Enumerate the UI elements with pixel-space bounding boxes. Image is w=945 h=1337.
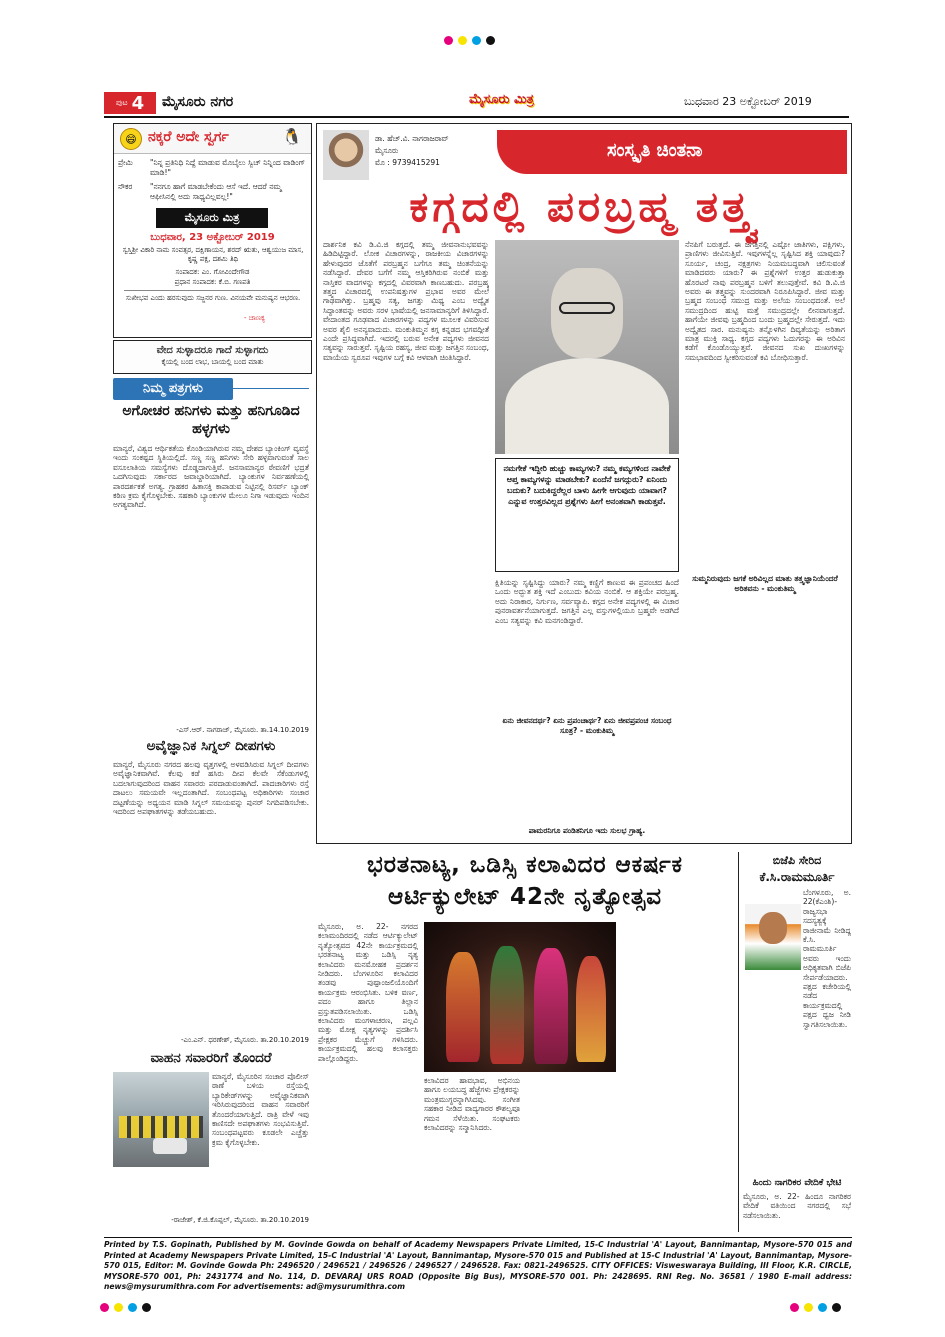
reg-mark-yellow (458, 36, 467, 45)
letter-3-title: ವಾಹನ ಸವಾರರಿಗೆ ತೊಂದರೆ (150, 1050, 272, 1066)
joke-role-1: ಪ್ರೇಮಿ (118, 158, 133, 167)
letter-1-body: ಮಾನ್ಯರೆ, ವಿಶ್ವದ ಆರ್ಥಿಕತೆಯ ಕೊಂಡಿಯಾಗಿರುವ ನಮ್ಮ ದೇಶದ ಬ್ಯಾಂಕಿಂಗ್ ವ್ಯವಸ್ಥೆ ಇಂದು ಸಂಕಷ್ಟದ ಸ್ಥಿತಿಯಲ್ಲಿದೆ. ಸಣ್ಣ ಸಣ್ಣ ಹನಿಗಳು ಸೇರಿ ಹಳ್ಳವಾಗುವಂತೆ ಸಾಲ ವಸೂಲಾತಿಯ ಸಮಸ್ಯೆಗಳು ದೊಡ್ಡದಾಗುತ್ತಿವೆ. ಜನಸಾಮಾನ್ಯರ ಠೇವಣಿಗೆ ಭದ್ರತೆ ಒದಗಿಸುವುದು ಸರ್ಕಾರದ ಜವಾಬ್ದಾರಿಯಾಗಿದೆ. ಬ್ಯಾಂಕುಗಳ ನಿರ್ವಹಣೆಯಲ್ಲಿ ಪಾರದರ್ಶಕತೆ ಅಗತ್ಯ. ಗ್ರಾಹಕರ ಹಿತಾಸಕ್ತಿ ಕಾಪಾಡುವ ನಿಟ್ಟಿನಲ್ಲಿ ರಿಸರ್ವ್ ಬ್ಯಾಂಕ್ ಕಠಿಣ ಕ್ರಮ ಕೈಗೊಳ್ಳಬೇಕು. ಸಹಕಾರಿ ಬ್ಯಾಂಕುಗಳ ಮೇಲೂ ನಿಗಾ ಇಡುವುದು ಇಂದಿನ ಅಗತ್ಯವಾಗಿದೆ. (113, 444, 309, 510)
dancer-2 (490, 946, 524, 1064)
dance-headline-2: ಆರ್ಟಿಕ್ಯುಲೇಟ್ 42ನೇ ನೃತ್ಯೋತ್ಸವ (388, 884, 662, 910)
portrait-glasses (559, 302, 615, 314)
assoc-editor-line: ಪ್ರಧಾನ ಸಂಪಾದಕ: ಕೆ.ಬಿ. ಗಣಪತಿ (174, 278, 251, 286)
dance-body-1: ಮೈಸೂರು, ಅ. 22- ನಗರದ ಕಲಾಮಂದಿರದಲ್ಲಿ ನಡೆದ ಆರ್ಟಿಕ್ಯುಲೇಟ್ ನೃತ್ಯೋತ್ಸವದ 42ನೇ ಕಾರ್ಯಕ್ರಮದಲ್ಲಿ ಭರತನಾಟ್ಯ ಮತ್ತು ಒಡಿಸ್ಸಿ ನೃತ್ಯ ಕಲಾವಿದರು ಮನಮೋಹಕ ಪ್ರದರ್ಶನ ನೀಡಿದರು. ಬೆಂಗಳೂರಿನ ಕಲಾವಿದರ ತಂಡವು ಪುಷ್ಪಾಂಜಲಿಯೊಂದಿಗೆ ಕಾರ್ಯಕ್ರಮ ಆರಂಭಿಸಿತು. ಬಳಿಕ ವರ್ಣ, ಪದಂ ಹಾಗೂ ತಿಲ್ಲಾನ ಪ್ರಸ್ತುತಪಡಿಸಲಾಯಿತು. ಒಡಿಸ್ಸಿ ಕಲಾವಿದರು ಮಂಗಳಾಚರಣ, ಪಲ್ಲವಿ ಮತ್ತು ಮೋಕ್ಷ ನೃತ್ಯಗಳನ್ನು ಪ್ರದರ್ಶಿಸಿ ಪ್ರೇಕ್ಷಕರ ಮೆಚ್ಚುಗೆ ಗಳಿಸಿದರು. ಕಾರ್ಯಕ್ರಮದಲ್ಲಿ ಹಲವು ಕಲಾಸಕ್ತರು ಪಾಲ್ಗೊಂಡಿದ್ದರು. (318, 922, 418, 1063)
laughing-face-icon: 😄 (120, 128, 142, 150)
reg-mark-yellow-bl (114, 1303, 123, 1312)
vehicle-shape (153, 1138, 187, 1154)
pull-quote: ನಮಗೇಕೆ ಇದ್ದೀರಿ ಹುಚ್ಚು ಕಾಮ್ಯಗಳು? ನಮ್ಮ ಕಮ್ಯಗಳಿಂದ ನಾವೇಕೆ ಆಪ್ತ ಕಾಮ್ಯಗಳನ್ನು ಮಾಡಬೇಕು? ಏಂದೆನೆ ಜಗದ್ಗುರು? ಏನಿಂದು ಬದುಕು? ಬದುಕಿದ್ದರೆಲ್ಲರ ಬಾಳು ಹೀಗೇ ಆಗುವುದು ಯಾವಾಗ? ಎನ್ನುವ ಉತ್ತರವಿಲ್ಲದ ಪ್ರಶ್ನೆಗಳು ಹೀಗೆ ಅನಂತವಾಗಿ ಕಾಡುತ್ತವೆ. (503, 464, 671, 506)
dance-headline-1: ಭರತನಾಟ್ಯ, ಒಡಿಸ್ಸಿ ಕಲಾವಿದರ ಆಕರ್ಷಕ (367, 852, 683, 878)
portrait-photo (495, 240, 679, 454)
column-name: ಸಂಸ್ಕೃತಿ ಚಿಂತನಾ (607, 140, 703, 161)
letter-3-sign: -ರಾಜೇಶ್, ಕೆ.ಜಿ.ಕೊಪ್ಪಲ್, ಮೈಸೂರು. ತಾ.20.10.2019 (171, 1216, 309, 1224)
feature-body-right-2 (685, 624, 845, 836)
feature-headline: ಕಗ್ಗದಲ್ಲಿ ಪರಬ್ರಹ್ಮ ತತ್ತ್ವ (409, 182, 759, 231)
letter-1-sign: -ಎಸ್.ಆರ್. ನಾಗರಾಜ್, ಮೈಸೂರು. ತಾ.14.10.2019 (176, 726, 309, 734)
joke-row-2 (118, 182, 308, 202)
paper-date: ಬುಧವಾರ, 23 ಅಕ್ಟೋಬರ್ 2019 (150, 232, 275, 243)
sidebar-quote-author: - ಚಾಣಕ್ಯ (244, 314, 266, 322)
header-date: ಬುಧವಾರ 23 ಅಕ್ಟೋಬರ್ 2019 (684, 95, 812, 108)
dance-photo (424, 922, 616, 1072)
joke-row-1 (118, 158, 308, 178)
author-city: ಮೈಸೂರು (375, 146, 399, 155)
letter-2-title: ಅವೈಜ್ಞಾನಿಕ ಸಿಗ್ನಲ್ ದೀಪಗಳು (146, 738, 276, 754)
reg-mark-black (486, 36, 495, 45)
letter-2-body: ಮಾನ್ಯರೆ, ಮೈಸೂರು ನಗರದ ಹಲವು ವೃತ್ತಗಳಲ್ಲಿ ಅಳವಡಿಸಿರುವ ಸಿಗ್ನಲ್ ದೀಪಗಳು ಅವೈಜ್ಞಾನಿಕವಾಗಿವೆ. ಕೆಲವು ಕಡೆ ಹಸಿರು ದೀಪ ಕೆಲವೇ ಸೆಕೆಂಡುಗಳಲ್ಲಿ ಬದಲಾಗುವುದರಿಂದ ವಾಹನ ಸವಾರರು ಪರದಾಡುವಂತಾಗಿದೆ. ಪಾದಚಾರಿಗಳು ರಸ್ತೆ ದಾಟಲು ಸಮಯವೇ ಇಲ್ಲದಂತಾಗಿದೆ. ಸಂಬಂಧಪಟ್ಟ ಅಧಿಕಾರಿಗಳು ಸಂಚಾರ ದಟ್ಟಣೆಯನ್ನು ಅಧ್ಯಯನ ಮಾಡಿ ಸಿಗ್ನಲ್ ಸಮಯವನ್ನು ಪುನರ್ ನಿಗದಿಪಡಿಸಬೇಕು. ಇದರಿಂದ ಅಪಘಾತಗಳನ್ನು ತಡೆಯಬಹುದು. (113, 760, 309, 817)
side-news-body2: ಮೈಸೂರು, ಅ. 22- ಹಿಂದೂ ನಾಗರಿಕರ ವೇದಿಕೆ ವತಿಯಿಂದ ನಗರದಲ್ಲಿ ಸಭೆ ನಡೆಸಲಾಯಿತು. (743, 1192, 851, 1220)
letter-2-sign: -ಎಂ.ಎನ್. ಧರಣೇಶ್, ಮೈಸೂರು. ತಾ.20.10.2019 (180, 1036, 309, 1044)
dance-body-3 (524, 1076, 616, 1232)
joke-box (113, 123, 312, 338)
joke-header (114, 124, 311, 154)
letter-3-photo (113, 1072, 209, 1167)
panchanga: ಸ್ವಸ್ತಿಶ್ರೀ ವಿಕಾರಿ ನಾಮ ಸಂವತ್ಸರ, ದಕ್ಷಿಣಾಯನ, ಶರದ್ ಋತು, ಆಶ್ವಯುಜ ಮಾಸ, ಕೃಷ್ಣ ಪಕ್ಷ, ದಶಮಿ ತಿಥಿ (122, 246, 304, 263)
reg-mark-magenta-br (790, 1303, 799, 1312)
joke-title: ನಕ್ಕರೆ ಅದೇ ಸ್ವರ್ಗ (148, 129, 229, 145)
feature-body-left: ದಾರ್ಶನಿಕ ಕವಿ ಡಿ.ವಿ.ಜಿ ಕಗ್ಗದಲ್ಲಿ ತಮ್ಮ ಜೀವನಾನುಭವವನ್ನು ಹಿಡಿದಿಟ್ಟಿದ್ದಾರೆ. ಲೋಕ ವಿಚಾರಗಳನ್ನು, ರಾಜಕೀಯ ವಿಚಾರಗಳನ್ನು ಹೇಳುವುದರ ಜೊತೆಗೆ ಪರಬ್ರಹ್ಮನ ಬಗೆಗೂ ತಮ್ಮ ಚಿಂತನೆಯನ್ನು ನಡೆಸಿದ್ದಾರೆ. ದೇವರ ಬಗೆಗೆ ನಮ್ಮ ಆಸ್ತಿಕರಿಗಿರುವ ನಂಬಿಕೆ ಮತ್ತು ನಾಸ್ತಿಕರ ವಾದಗಳನ್ನು ಕಗ್ಗದಲ್ಲಿ ವಿವರವಾಗಿ ಕಾಣಬಹುದು. ಪರಬ್ರಹ್ಮ ತತ್ತ್ವದ ವಿಚಾರದಲ್ಲಿ ಉಪನಿಷತ್ತುಗಳ ಪ್ರಭಾವ ಅವರ ಮೇಲೆ ಗಾಢವಾಗಿತ್ತು. ಬ್ರಹ್ಮವು ಸತ್ಯ, ಜಗತ್ತು ಮಿಥ್ಯ ಎಂಬ ಅದ್ವೈತ ಸಿದ್ಧಾಂತವನ್ನು ಅವರು ಸರಳ ಭಾಷೆಯಲ್ಲಿ ಜನಸಾಮಾನ್ಯರಿಗೆ ತಿಳಿಸಿದ್ದಾರೆ. ವೇದಾಂತದ ಗೂಢವಾದ ವಿಚಾರಗಳನ್ನು ಪದ್ಯಗಳ ಮೂಲಕ ವಿವರಿಸುವ ಅವರ ಶೈಲಿ ಅನನ್ಯವಾದುದು. ಮಂಕುತಿಮ್ಮನ ಕಗ್ಗ ಕನ್ನಡದ ಭಗವದ್ಗೀತೆ ಎಂದೇ ಪ್ರಸಿದ್ಧವಾಗಿದೆ. ಇದರಲ್ಲಿ ಬರುವ ಅನೇಕ ಪದ್ಯಗಳು ಜೀವನದ ಸತ್ಯವನ್ನು ಸಾರುತ್ತವೆ. ಸೃಷ್ಟಿಯ ರಹಸ್ಯ, ಜೀವ ಮತ್ತು ಜಗತ್ತಿನ ಸಂಬಂಧ, ಮಾಯೆಯ ಸ್ವರೂಪ ಇವುಗಳ ಬಗ್ಗೆ ಕವಿ ಆಳವಾಗಿ ಚಿಂತಿಸಿದ್ದಾರೆ. (323, 240, 489, 362)
sidebar-logo: ಮೈಸೂರು ಮಿತ್ರ (156, 208, 268, 228)
footer-rule (104, 1237, 852, 1238)
feature-body-mid: ಕ್ಷಿತಿಯನ್ನು ಸೃಷ್ಟಿಸಿದ್ದು ಯಾರು? ನಮ್ಮ ಕಣ್ಣಿಗೆ ಕಾಣುವ ಈ ಪ್ರಪಂಚದ ಹಿಂದೆ ಒಂದು ಅದ್ಭುತ ಶಕ್ತಿ ಇದೆ ಎಂಬುದು ಕವಿಯ ನಂಬಿಕೆ. ಆ ಶಕ್ತಿಯೇ ಪರಬ್ರಹ್ಮ. ಅದು ನಿರಾಕಾರ, ನಿರ್ಗುಣ, ಸರ್ವವ್ಯಾಪಿ. ಕಗ್ಗದ ಅನೇಕ ಪದ್ಯಗಳಲ್ಲಿ ಈ ವಿಚಾರ ಪುನರಾವರ್ತನೆಯಾಗುತ್ತದೆ. ಜಗತ್ತಿನ ಎಲ್ಲ ವಸ್ತುಗಳಲ್ಲಿಯೂ ಬ್ರಹ್ಮವೇ ಅಡಗಿದೆ ಎಂಬ ಸತ್ಯವನ್ನು ಕವಿ ಮನಗಂಡಿದ್ದಾರೆ. (495, 578, 679, 625)
letter-3-body: ಮಾನ್ಯರೆ, ಮೈಸೂರಿನ ಸಂಚಾರ ಪೊಲೀಸ್ ಠಾಣೆ ಬಳಿಯ ರಸ್ತೆಯಲ್ಲಿ ಬ್ಯಾರಿಕೇಡ್‌ಗಳನ್ನು ಅವೈಜ್ಞಾನಿಕವಾಗಿ ಇರಿಸಿರುವುದರಿಂದ ವಾಹನ ಸವಾರರಿಗೆ ತೊಂದರೆಯಾಗುತ್ತಿದೆ. ರಾತ್ರಿ ವೇಳೆ ಇವು ಕಾಣಿಸದೇ ಅಪಘಾತಗಳು ಸಂಭವಿಸುತ್ತಿವೆ. ಸಂಬಂಧಪಟ್ಟವರು ಕೂಡಲೇ ಎಚ್ಚೆತ್ತು ಕ್ರಮ ಕೈಗೊಳ್ಳಬೇಕು. (212, 1072, 309, 1147)
author-name: ಡಾ. ಹೆಚ್.ವಿ. ನಾಗರಾಜರಾವ್ (375, 134, 449, 143)
feature-end-tag: ಪಾಮರನಿಗೂ ಪಂಡಿತನಿಗೂ ಇದು ಸುಲಭ ಗ್ರಾಹ್ಯ. (528, 826, 646, 835)
reg-mark-cyan-bl (128, 1303, 137, 1312)
joke-text-1: "ನಿನ್ನ ಪ್ರತಿನಿಧಿ ನಿದ್ದೆ ಮಾಡುವ ಮೊಬೈಲು ಸ್ವಿಚ್ ನಿನ್ನಿಂದ ವಾಡಿಂಗ್ ಮಾಡಿ!" (150, 158, 306, 177)
cartoon-icon: 🐧 (282, 127, 302, 146)
motto-box (113, 340, 312, 374)
reg-mark-cyan-br (818, 1303, 827, 1312)
side-news-body: ಬೆಂಗಳೂರು, ಅ. 22(ಕೆಎಂಶಿ)- ರಾಜ್ಯಸಭಾ ಸದಸ್ಯತ್ವಕ್ಕೆ ರಾಜೀನಾಮೆ ನೀಡಿದ್ದ ಕೆ.ಸಿ. ರಾಮಮೂರ್ತಿ ಅವರು ಇಂದು ಅಧಿಕೃತವಾಗಿ ಬಿಜೆಪಿ ಸೇರ್ಪಡೆಯಾದರು. ಪಕ್ಷದ ಕಚೇರಿಯಲ್ಲಿ ನಡೆದ ಕಾರ್ಯಕ್ರಮದಲ್ಲಿ ಪಕ್ಷದ ಧ್ವಜ ನೀಡಿ ಸ್ವಾಗತಿಸಲಾಯಿತು. (803, 888, 851, 1029)
author-photo (323, 130, 369, 180)
author-phone: ಮೊ : 9739415291 (375, 158, 440, 167)
side-news-title: ಬಿಜೆಪಿ ಸೇರಿದ (772, 854, 822, 867)
page-header (104, 92, 849, 118)
reg-mark-black-br (832, 1303, 841, 1312)
reg-mark-magenta (444, 36, 453, 45)
dancer-3 (534, 948, 568, 1064)
page-number: 4 (131, 92, 145, 114)
barricade-shape (119, 1116, 203, 1138)
header-rule (104, 116, 849, 118)
letters-banner-rule (233, 388, 309, 389)
feature-verse-2: ಸುಮ್ಮನಿರುವುದು ಜಗಕೆ ಅರಿವಿಲ್ಲದ ಮಾತು ತತ್ತ್ವಜ್ಞಾನಿಯೆಂದರೆ ಅರಿತವನು - ಮಂಕುತಿಮ್ಮ (692, 574, 838, 593)
feature-article (316, 123, 852, 844)
feature-verse: ಏನು ಜೀವನದರ್ಥ? ಏನು ಪ್ರಪಂಚಾರ್ಥ? ಏನು ಜೀವಪ್ರಪಂಚ ಸಂಬಂಧ ಸೂತ್ರ? - ಮಂಕುತಿಮ್ಮ (502, 716, 672, 735)
dance-body-2: ಕಲಾವಿದರ ಹಾವಭಾವ, ಅಭಿನಯ ಹಾಗೂ ಲಯಬದ್ಧ ಹೆಜ್ಜೆಗಳು ಪ್ರೇಕ್ಷಕರನ್ನು ಮಂತ್ರಮುಗ್ಧರನ್ನಾಗಿಸಿದವು. ಸಂಗೀತ ಸಹಕಾರ ನೀಡಿದ ವಾದ್ಯಗಾರರ ಕೌಶಲ್ಯವೂ ಗಮನ ಸೆಳೆಯಿತು. ಸಂಘಟಕರು ಕಲಾವಿದರನ್ನು ಸನ್ಮಾನಿಸಿದರು. (424, 1076, 520, 1133)
joke-text-2: "ನನಗೂ ಹಾಗೆ ಮಾಡಬೇಕೆಂದು ಆಸೆ ಇದೆ. ಆದರೆ ನಮ್ಮ ಆಫೀಸಿನಲ್ಲಿ ಅದು ಸಾಧ್ಯವಿಲ್ಲವಲ್ಲ!" (150, 182, 282, 201)
column-banner (497, 130, 847, 174)
sidebar-divider (124, 290, 300, 291)
section-name: ಮೈಸೂರು ನಗರ (162, 94, 234, 110)
reg-mark-yellow-br (804, 1303, 813, 1312)
joke-role-2: ನೌಕರ (118, 182, 133, 191)
editor-line: ಸಂಪಾದಕ: ಎಂ. ಗೋವಿಂದೇಗೌಡ (175, 268, 250, 276)
motto-sub: ಕೈಯಲ್ಲಿ ಬಂದ ಲಾಭ, ಬಾಯಲ್ಲಿ ಬಂದ ಮಾತು (161, 358, 264, 366)
side-news-box (738, 852, 852, 1232)
motto: ವೇದ ಸುಳ್ಳಾದರೂ ಗಾದೆ ಸುಳ್ಳಾಗದು (156, 345, 269, 356)
dancer-4 (576, 956, 606, 1062)
footer-imprint: Printed by T.S. Gopinath, Published by M. Govinde Gowda on behalf of Academy Newspapers Private Limited, 15-C Industrial 'A' Layout, Bannimantap, Mysore-570 015 and Printed at Academy Newspapers Private Limited, 15-C Industrial 'A' Layout, Bannimantap, Mysore-570 015 and Published at 15-C Industrial 'A' Layout, Bannimantap, Mysore-570 015, Editor: M. Govinde Gowda Ph: 2496520 / 2496521 / 2496526 / 2496527 / 2496528. Fax: 0821-2496525. CITY OFFICES: Visweswaraya Building, III Floor, K.R. CIRCLE, MYSORE-570 001, Ph: 2431774 and No. 114, D. DEVARAJ URS ROAD (Opposite Big Bus), MYSORE-570 001. Ph: 2428695. RNI Reg. No. 36581 / 1980 E-mail address: news@mysurumithra.com For advertisements: ad@mysurumithra.com (104, 1240, 852, 1291)
letter-3-body-cont (113, 1170, 309, 1214)
page-label: ಪುಟ (115, 98, 128, 107)
side-news-subtitle: ಕೆ.ಸಿ.ರಾಮಮೂರ್ತಿ (759, 870, 835, 884)
portrait-shawl (505, 358, 669, 454)
sidebar-quote: ಸುಖೀಭವ ಎಂದು ಹರಸುವುದು ಸಜ್ಜನರ ಗುಣ. ವಿನಯವೇ ಮನುಷ್ಯನ ಆಭರಣ. (125, 294, 301, 302)
page-number-box (104, 92, 156, 114)
dancer-1 (446, 952, 480, 1062)
letters-banner: ನಿಮ್ಮ ಪತ್ರಗಳು (113, 378, 233, 400)
reg-mark-cyan (472, 36, 481, 45)
side-news-sub2: ಹಿಂದು ನಾಗರಿಕರ ವೇದಿಕೆ ಭೇಟಿ (752, 1178, 842, 1188)
masthead-small: ಮೈಸೂರು ಮಿತ್ರ (469, 92, 534, 107)
dance-body-4 (622, 922, 732, 1232)
feature-body-right: ನೆನಪಿಗೆ ಬರುತ್ತದೆ. ಈ ಜಗತ್ತಿನಲ್ಲಿ ಎಷ್ಟೋ ಜಾತಿಗಳು, ಪಕ್ಷಿಗಳು, ಪ್ರಾಣಿಗಳು ಜೀವಿಸುತ್ತಿವೆ. ಇವುಗಳನ್ನೆಲ್ಲ ಸೃಷ್ಟಿಸಿದ ಶಕ್ತಿ ಯಾವುದು? ಸೂರ್ಯ, ಚಂದ್ರ, ನಕ್ಷತ್ರಗಳು ನಿಯಮಬದ್ಧವಾಗಿ ಚಲಿಸುವಂತೆ ಮಾಡಿದವರು ಯಾರು? ಈ ಪ್ರಶ್ನೆಗಳಿಗೆ ಉತ್ತರ ಹುಡುಕುತ್ತಾ ಹೊರಟರೆ ನಾವು ಪರಬ್ರಹ್ಮನ ಬಳಿಗೆ ತಲುಪುತ್ತೇವೆ. ಕವಿ ಡಿ.ವಿ.ಜಿ ಅವರು ಈ ತತ್ತ್ವವನ್ನು ಸುಂದರವಾಗಿ ನಿರೂಪಿಸಿದ್ದಾರೆ. ಜೀವ ಮತ್ತು ಬ್ರಹ್ಮದ ಸಂಬಂಧ ಸಮುದ್ರ ಮತ್ತು ಅಲೆಯ ಸಂಬಂಧದಂತೆ. ಅಲೆ ಸಮುದ್ರದಿಂದ ಹುಟ್ಟಿ ಮತ್ತೆ ಸಮುದ್ರದಲ್ಲೇ ಲೀನವಾಗುತ್ತದೆ. ಹಾಗೆಯೇ ಜೀವವು ಬ್ರಹ್ಮದಿಂದ ಬಂದು ಬ್ರಹ್ಮದಲ್ಲೇ ಸೇರುತ್ತದೆ. ಇದು ಅದ್ವೈತದ ಸಾರ. ಮನುಷ್ಯನು ತನ್ನೊಳಗಿನ ದಿವ್ಯತೆಯನ್ನು ಅರಿತಾಗ ಮಾತ್ರ ಮುಕ್ತಿ ಸಾಧ್ಯ. ಕಗ್ಗದ ಪದ್ಯಗಳು ಓದುಗರನ್ನು ಈ ಅರಿವಿನ ಕಡೆಗೆ ಕೊಂಡೊಯ್ಯುತ್ತವೆ. ಜೀವನದ ಸುಖ ದುಃಖಗಳನ್ನು ಸಮಭಾವದಿಂದ ಸ್ವೀಕರಿಸುವಂತೆ ಕವಿ ಬೋಧಿಸುತ್ತಾರೆ. (685, 240, 845, 362)
reg-mark-black-bl (142, 1303, 151, 1312)
letter-1-title: ಅಗೋಚರ ಹನಿಗಳು ಮತ್ತು ಹನಿಗೂಡಿದ ಹಳ್ಳಗಳು (122, 403, 300, 437)
pull-quote-box (495, 458, 679, 572)
reg-mark-magenta-bl (100, 1303, 109, 1312)
